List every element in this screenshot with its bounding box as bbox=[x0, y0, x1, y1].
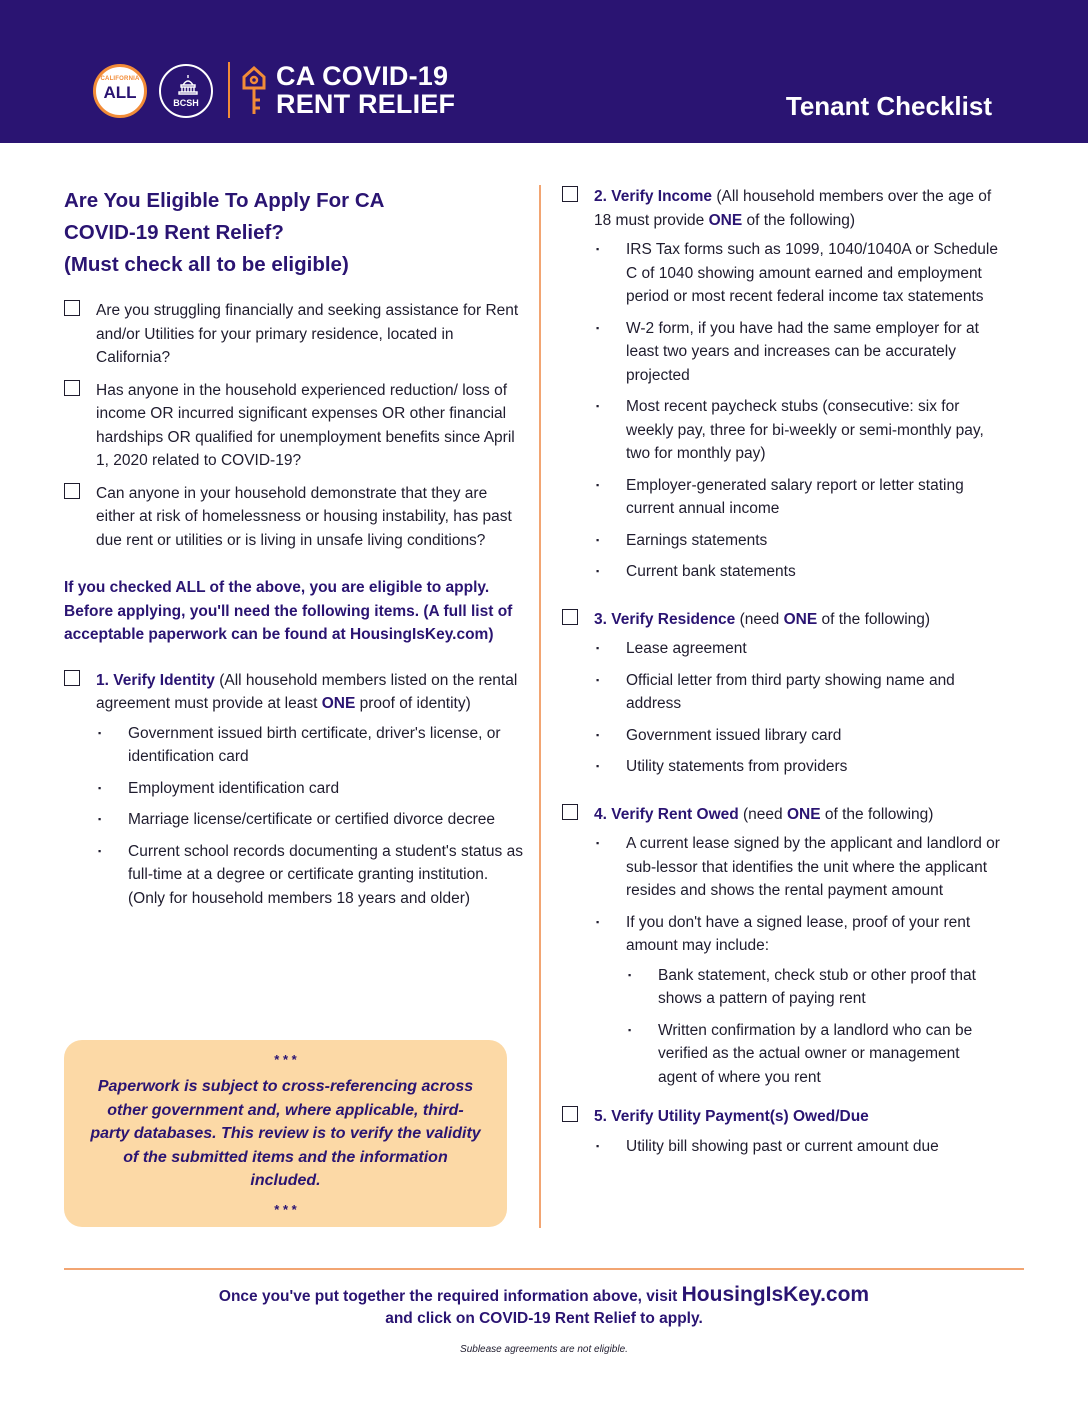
list-item: ▪ Marriage license/certificate or certified divorce decree bbox=[96, 808, 524, 832]
eligibility-item bbox=[64, 482, 524, 553]
section-heading bbox=[96, 669, 524, 716]
callout-text: Paperwork is subject to cross-referencing across other government and, where applicable, third-party databases. This review is to verify the validity of the submitted items and the information included. bbox=[90, 1078, 481, 1189]
footer-text: and click on bbox=[385, 1310, 480, 1327]
section-title: 1. Verify Identity bbox=[96, 671, 215, 689]
eligibility-heading bbox=[64, 185, 524, 281]
eligibility-item-text: Has anyone in the household experienced reduction/ loss of income OR incurred significant expenses OR other financial hardships OR qualified for unemployment benefits since April 1, 2020 related to COVID-19? bbox=[96, 381, 515, 469]
list-item: ▪ Lease agreement bbox=[594, 637, 1002, 661]
section-verify-rent bbox=[562, 803, 1002, 1090]
list-item: ▪ A current lease signed by the applicant and landlord or sub-lessor that identifies the unit where the applicant resides and shows the rental payment amount bbox=[594, 832, 1002, 903]
callout-stars-top: * * * bbox=[274, 1052, 297, 1067]
callout-stars-bottom: * * * bbox=[274, 1202, 297, 1217]
checkbox[interactable] bbox=[64, 300, 80, 316]
list-item: ▪ Official letter from third party showing name and address bbox=[594, 669, 1002, 716]
sub-list-item: ▪ Bank statement, check stub or other proof that shows a pattern of paying rent bbox=[626, 964, 1002, 1011]
checkbox[interactable] bbox=[562, 804, 578, 820]
logo-divider bbox=[228, 62, 230, 118]
program-title bbox=[276, 62, 455, 118]
emphasis-one: ONE bbox=[783, 610, 818, 628]
section-title: 2. Verify Income bbox=[594, 188, 713, 205]
identity-list bbox=[96, 722, 524, 911]
logo-bcsh-text: BCSH bbox=[173, 98, 199, 108]
section-desc: of the following) bbox=[817, 610, 931, 628]
emphasis-one: ONE bbox=[786, 805, 821, 823]
section-verify-residence bbox=[562, 608, 1002, 779]
footer-line1 bbox=[64, 1283, 1024, 1307]
eligibility-item bbox=[64, 299, 524, 370]
capitol-dome-icon bbox=[176, 74, 200, 96]
list-item: ▪ W-2 form, if you have had the same employer for at least two years and increases can be accurately projected bbox=[594, 317, 1002, 388]
rent-list bbox=[594, 832, 1002, 1089]
list-item: ▪ Utility statements from providers bbox=[594, 755, 1002, 779]
header-banner bbox=[0, 0, 1088, 143]
checkbox[interactable] bbox=[562, 186, 578, 202]
logo-ca-top-text: CALIFORNIA bbox=[100, 76, 140, 82]
website-link[interactable]: HousingIsKey.com bbox=[681, 1283, 870, 1306]
fine-print: Sublease agreements are not eligible. bbox=[460, 1344, 628, 1355]
sub-list-item: ▪ Written confirmation by a landlord who can be verified as the actual owner or management agent of where you rent bbox=[626, 1019, 1002, 1090]
utility-list bbox=[594, 1135, 1002, 1159]
rent-sub-list bbox=[626, 964, 1002, 1090]
list-item: ▪ Government issued birth certificate, driver's license, or identification card bbox=[96, 722, 524, 769]
section-desc: of the following) bbox=[742, 211, 856, 229]
california-all-logo bbox=[93, 64, 147, 118]
list-item: ▪ IRS Tax forms such as 1099, 1040/1040A or Schedule C of 1040 showing amount earned and employment period or most recent federal income tax statements bbox=[594, 238, 1002, 309]
heading-line: (Must check all to be eligible) bbox=[64, 253, 349, 276]
list-item: ▪ Employer-generated salary report or letter stating current annual income bbox=[594, 474, 1002, 521]
section-title: 4. Verify Rent Owed bbox=[594, 805, 739, 823]
bcsh-logo bbox=[159, 64, 213, 118]
section-desc: (need bbox=[738, 805, 787, 823]
section-desc: proof of identity) bbox=[355, 695, 471, 712]
emphasis-one: ONE bbox=[708, 211, 743, 229]
program-title-line1: CA COVID-19 bbox=[276, 61, 449, 91]
section-desc: (need bbox=[735, 610, 784, 628]
section-desc: (All household members listed on the rental agreement must provide at least bbox=[96, 671, 518, 712]
logo-ca-main-text: ALL bbox=[103, 83, 137, 102]
program-title-line2: RENT RELIEF bbox=[276, 89, 456, 119]
footer-text: Once you've put together the required information above, visit bbox=[218, 1288, 682, 1305]
heading-line: Are You Eligible To Apply For CA bbox=[64, 189, 385, 212]
section-desc: of the following) bbox=[820, 805, 934, 823]
list-item: ▪ Most recent paycheck stubs (consecutive: six for weekly pay, three for bi-weekly or semi-monthly pay, two for monthly pay) bbox=[594, 395, 1002, 466]
section-desc: (All household members over the age of 18 must provide bbox=[594, 188, 992, 229]
checkbox[interactable] bbox=[64, 483, 80, 499]
right-column bbox=[562, 185, 1002, 1166]
section-heading bbox=[594, 608, 1002, 632]
footer-divider bbox=[64, 1268, 1024, 1270]
section-title: 5. Verify Utility Payment(s) Owed/Due bbox=[594, 1108, 869, 1125]
column-divider bbox=[539, 185, 541, 1228]
list-item: ▪ Utility bill showing past or current amount due bbox=[594, 1135, 1002, 1159]
paperwork-callout bbox=[64, 1040, 507, 1227]
list-item: ▪ Employment identification card bbox=[96, 777, 524, 801]
list-item-text: If you don't have a signed lease, proof of your rent amount may include: bbox=[626, 913, 971, 954]
section-verify-income bbox=[562, 185, 1002, 584]
section-verify-utility bbox=[562, 1105, 1002, 1158]
list-item: ▪ Current school records documenting a student's status as full-time at a degree or certificate granting institution. (Only for household members 18 years and older) bbox=[96, 840, 524, 911]
list-item: ▪ Current bank statements bbox=[594, 560, 1002, 584]
list-item: ▪ Government issued library card bbox=[594, 724, 1002, 748]
checkbox[interactable] bbox=[562, 609, 578, 625]
section-heading bbox=[594, 1105, 1002, 1129]
eligibility-item-text: Can anyone in your household demonstrate that they are either at risk of homelessness or housing instability, has past due rent or utilities or is living in unsafe living conditions? bbox=[96, 484, 512, 549]
section-heading bbox=[594, 185, 1002, 232]
footer-emphasis: COVID-19 Rent Relief bbox=[479, 1310, 636, 1327]
eligibility-item bbox=[64, 379, 524, 473]
heading-line: COVID-19 Rent Relief? bbox=[64, 221, 284, 244]
list-item: ▪ Earnings statements bbox=[594, 529, 1002, 553]
emphasis-one: ONE bbox=[321, 695, 356, 712]
checkbox[interactable] bbox=[64, 380, 80, 396]
document-title: Tenant Checklist bbox=[785, 91, 992, 121]
footer-line2 bbox=[64, 1310, 1024, 1328]
house-key-icon bbox=[242, 66, 266, 116]
eligibility-note: If you checked ALL of the above, you are eligible to apply. Before applying, you'll need the following items. (A full list of acceptable paperwork can be found at HousingIsKey.com) bbox=[64, 579, 513, 643]
section-verify-identity bbox=[64, 669, 524, 911]
section-heading bbox=[594, 803, 1002, 827]
left-column bbox=[64, 185, 524, 918]
income-list bbox=[594, 238, 1002, 584]
checkbox[interactable] bbox=[64, 670, 80, 686]
eligibility-item-text: Are you struggling financially and seeking assistance for Rent and/or Utilities for your primary residence, located in California? bbox=[96, 302, 519, 366]
checkbox[interactable] bbox=[562, 1106, 578, 1122]
list-item bbox=[594, 911, 1002, 1090]
section-title: 3. Verify Residence bbox=[594, 610, 736, 628]
footer-text: to apply. bbox=[635, 1310, 703, 1327]
residence-list bbox=[594, 637, 1002, 779]
